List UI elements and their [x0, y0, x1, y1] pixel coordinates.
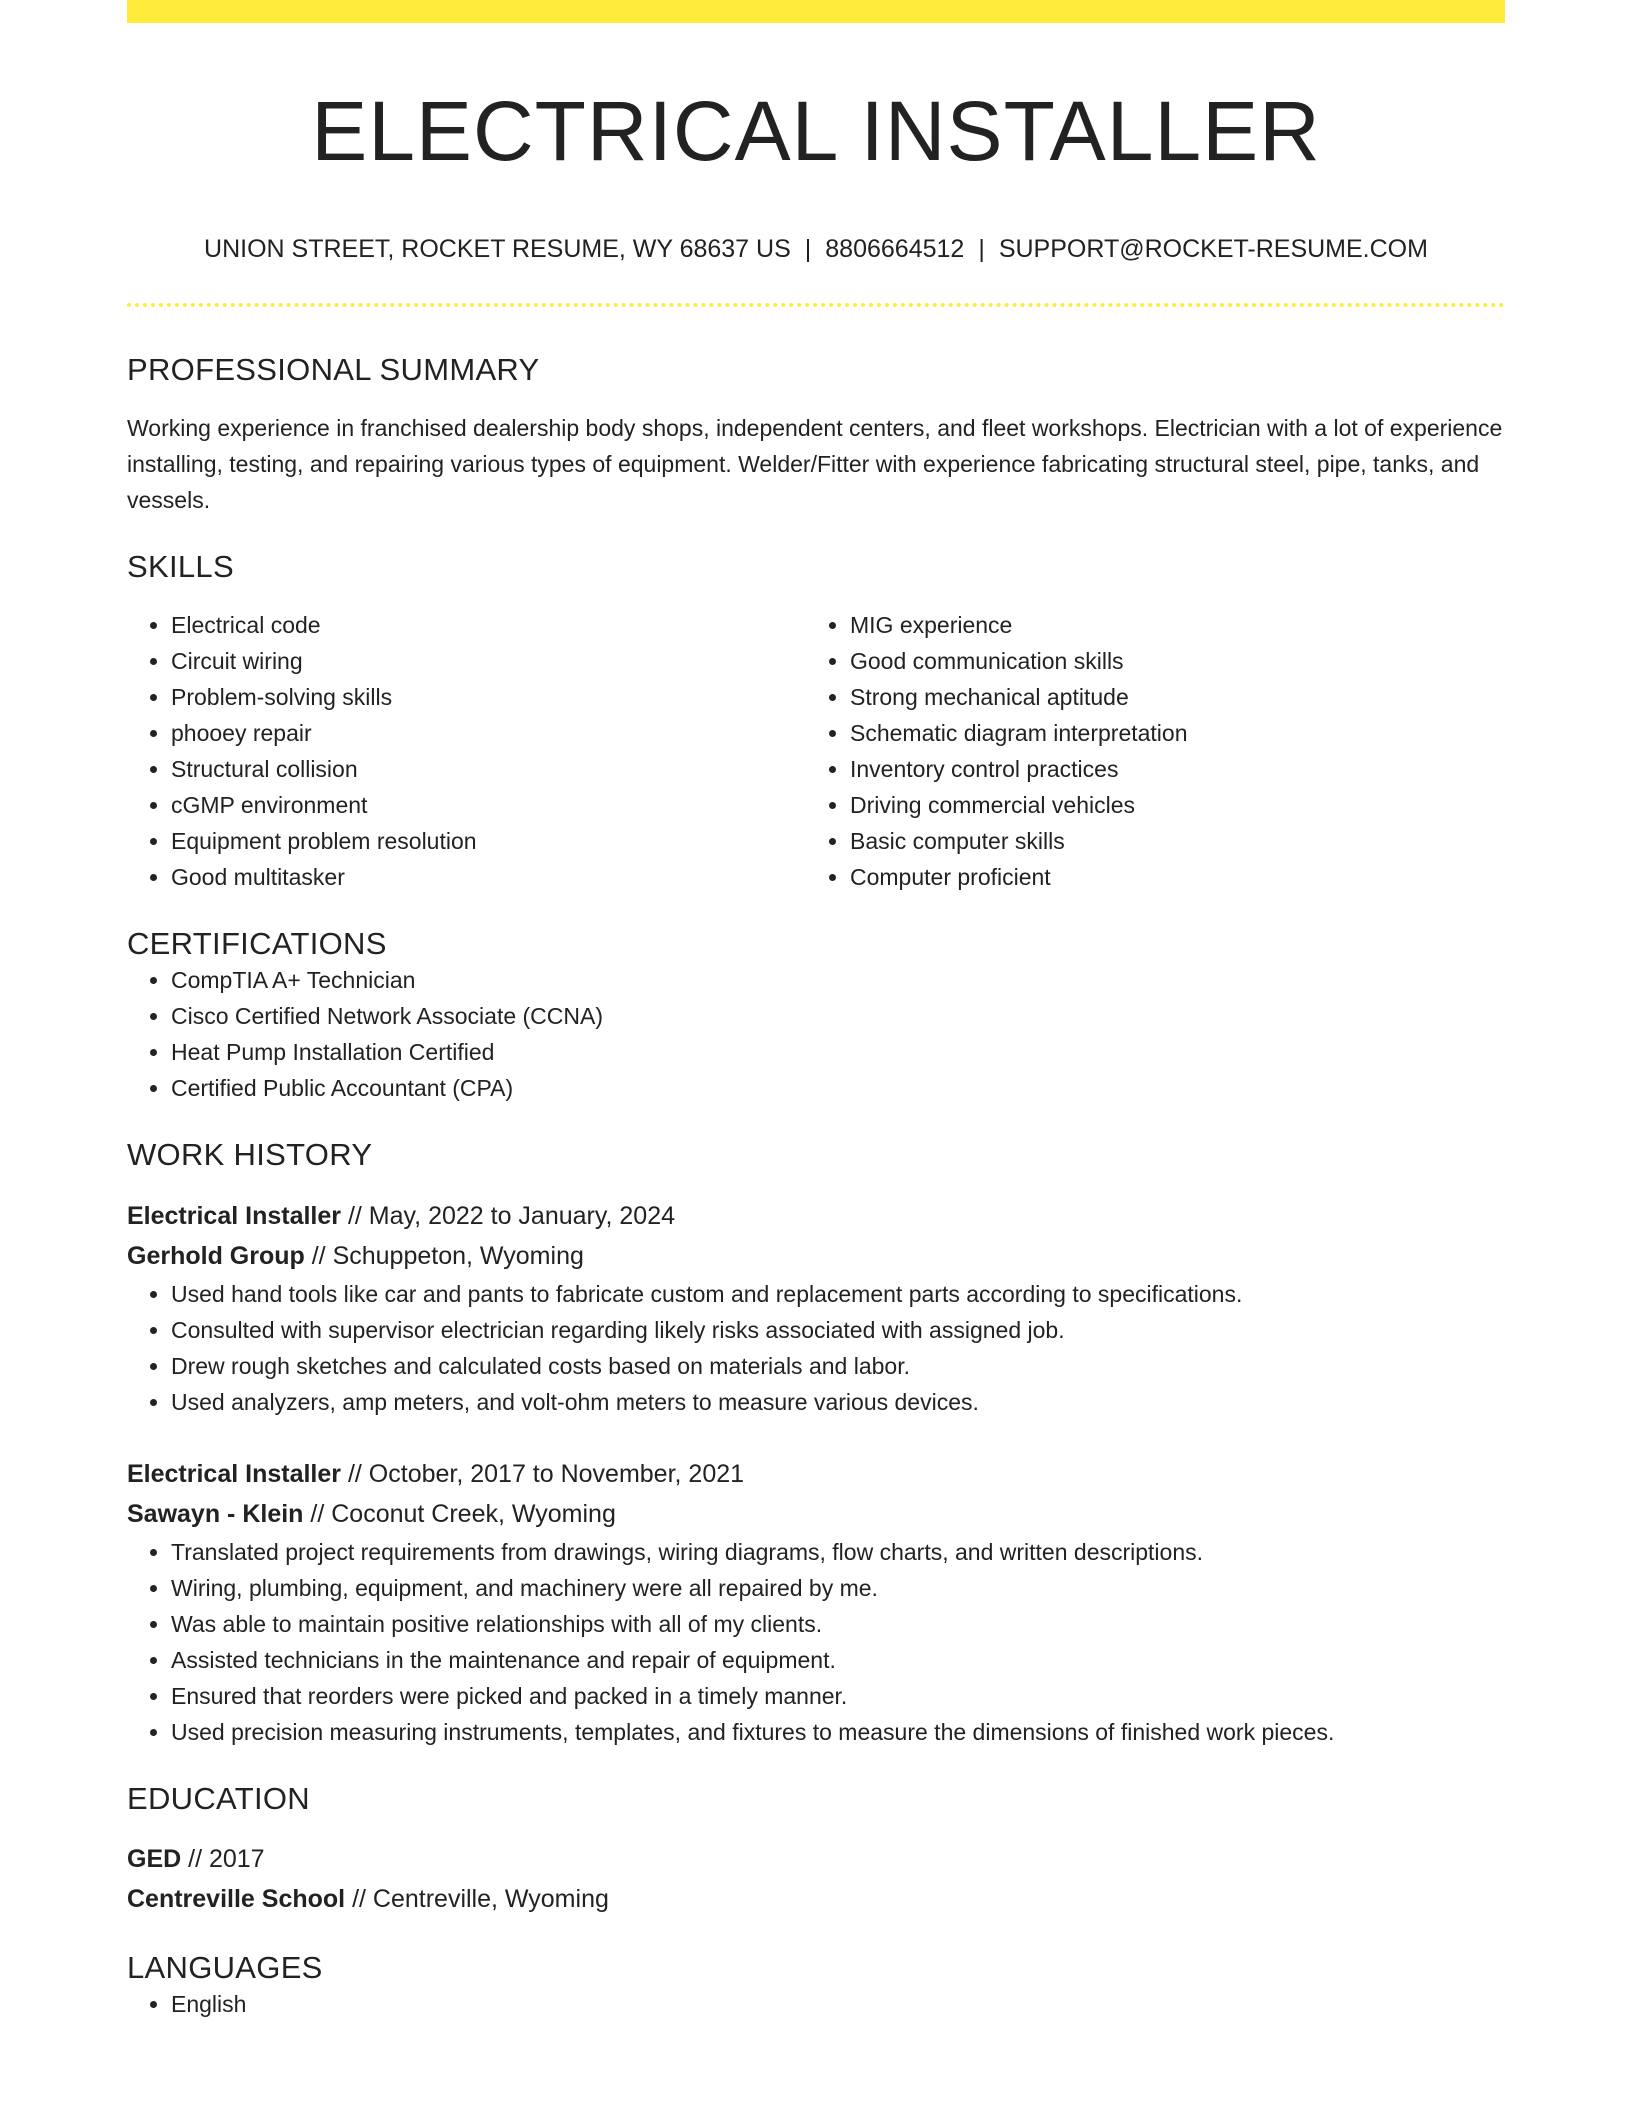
job-role-line	[127, 1454, 1505, 1494]
job-role: Electrical Installer	[127, 1201, 342, 1230]
resume-page	[127, 0, 1505, 2022]
skill-item: • Schematic diagram interpretation	[850, 715, 1485, 751]
job-dates: // October, 2017 to November, 2021	[341, 1459, 745, 1488]
skill-item: • Good multitasker	[171, 859, 806, 895]
certification-item: • Heat Pump Installation Certified	[171, 1034, 1505, 1070]
section-title-skills: SKILLS	[127, 549, 234, 585]
education-entry	[127, 1839, 1505, 1919]
job-duty-item: • Consulted with supervisor electrician regarding likely risks associated with assigned job.	[171, 1312, 1505, 1348]
job-duties-list	[127, 1534, 1505, 1750]
job-duties-list	[127, 1276, 1505, 1420]
skill-item: • phooey repair	[171, 715, 806, 751]
summary-text: Working experience in franchised dealership body shops, independent centers, and fleet workshops. Electrician with a lot of experience installing, testing, and repairing various types of equipment. Welder/Fitter with experience fabricating structural steel, pipe, tanks, and vessels.	[127, 415, 1503, 514]
contact-phone: 8806664512	[825, 235, 965, 264]
skills-column-left	[127, 607, 806, 895]
section-title-education: EDUCATION	[127, 1780, 310, 1816]
job-duty-item: • Used hand tools like car and pants to fabricate custom and replacement parts according to specifications.	[171, 1276, 1505, 1312]
job-duty-item: • Wiring, plumbing, equipment, and machinery were all repaired by me.	[171, 1570, 1505, 1606]
skill-item: • Computer proficient	[850, 859, 1485, 895]
section-title-work-history: WORK HISTORY	[127, 1137, 373, 1173]
education-degree: GED	[127, 1844, 182, 1873]
resume-title: ELECTRICAL INSTALLER	[311, 84, 1321, 178]
skills-column-right	[806, 607, 1485, 895]
job-company: Sawayn - Klein	[127, 1499, 304, 1528]
job-location: // Schuppeton, Wyoming	[304, 1241, 584, 1270]
education-degree-line	[127, 1839, 1505, 1879]
job-duty-item: • Drew rough sketches and calculated costs based on materials and labor.	[171, 1348, 1505, 1384]
skill-item: • MIG experience	[850, 607, 1485, 643]
certification-item: • CompTIA A+ Technician	[171, 962, 1505, 998]
job-duty-item: • Used precision measuring instruments, templates, and fixtures to measure the dimensions of finished work pieces.	[171, 1714, 1505, 1750]
contact-email: SUPPORT@ROCKET-RESUME.COM	[998, 235, 1428, 264]
education-location: // Centreville, Wyoming	[345, 1884, 609, 1913]
skill-item: • Good communication skills	[850, 643, 1485, 679]
skill-item: • Basic computer skills	[850, 823, 1485, 859]
contact-line	[127, 233, 1505, 266]
dotted-divider	[127, 303, 1505, 307]
contact-separator: |	[804, 235, 812, 264]
skill-item: • Equipment problem resolution	[171, 823, 806, 859]
job-role-line	[127, 1196, 1505, 1236]
skill-item: • Electrical code	[171, 607, 806, 643]
education-school-line	[127, 1879, 1505, 1919]
skills-list-right	[806, 607, 1485, 895]
skills-list-left	[127, 607, 806, 895]
job-duty-item: • Used analyzers, amp meters, and volt-ohm meters to measure various devices.	[171, 1384, 1505, 1420]
section-title-languages: LANGUAGES	[127, 1949, 323, 1985]
job-company-line	[127, 1236, 1505, 1276]
contact-separator: |	[978, 235, 985, 264]
education-year: // 2017	[181, 1844, 265, 1873]
education-school: Centreville School	[127, 1884, 346, 1913]
skill-item: • Inventory control practices	[850, 751, 1485, 787]
certification-item: • Certified Public Accountant (CPA)	[171, 1070, 1505, 1106]
skill-item: • Driving commercial vehicles	[850, 787, 1485, 823]
job-company: Gerhold Group	[127, 1241, 305, 1270]
languages-list	[127, 1986, 1505, 2022]
job-location: // Coconut Creek, Wyoming	[303, 1499, 616, 1528]
job-duty-item: • Ensured that reorders were picked and packed in a timely manner.	[171, 1678, 1505, 1714]
certification-item: • Cisco Certified Network Associate (CCNA)	[171, 998, 1505, 1034]
skill-item: • Strong mechanical aptitude	[850, 679, 1485, 715]
language-item: • English	[171, 1986, 1505, 2022]
skill-item: • Structural collision	[171, 751, 806, 787]
skills-columns	[127, 607, 1505, 895]
section-title-certifications: CERTIFICATIONS	[127, 926, 387, 962]
section-title-summary: PROFESSIONAL SUMMARY	[127, 351, 540, 387]
job-company-line	[127, 1494, 1505, 1534]
job-duty-item: • Assisted technicians in the maintenance and repair of equipment.	[171, 1642, 1505, 1678]
job-role: Electrical Installer	[127, 1459, 342, 1488]
skill-item: • Problem-solving skills	[171, 679, 806, 715]
skill-item: • Circuit wiring	[171, 643, 806, 679]
job-duty-item: • Translated project requirements from drawings, wiring diagrams, flow charts, and written descriptions.	[171, 1534, 1505, 1570]
certifications-list	[127, 962, 1505, 1106]
top-accent-bar	[127, 0, 1505, 23]
contact-address: UNION STREET, ROCKET RESUME, WY 68637 US	[204, 235, 791, 264]
job-duty-item: • Was able to maintain positive relationships with all of my clients.	[171, 1606, 1505, 1642]
skill-item: • cGMP environment	[171, 787, 806, 823]
job-dates: // May, 2022 to January, 2024	[341, 1201, 676, 1230]
